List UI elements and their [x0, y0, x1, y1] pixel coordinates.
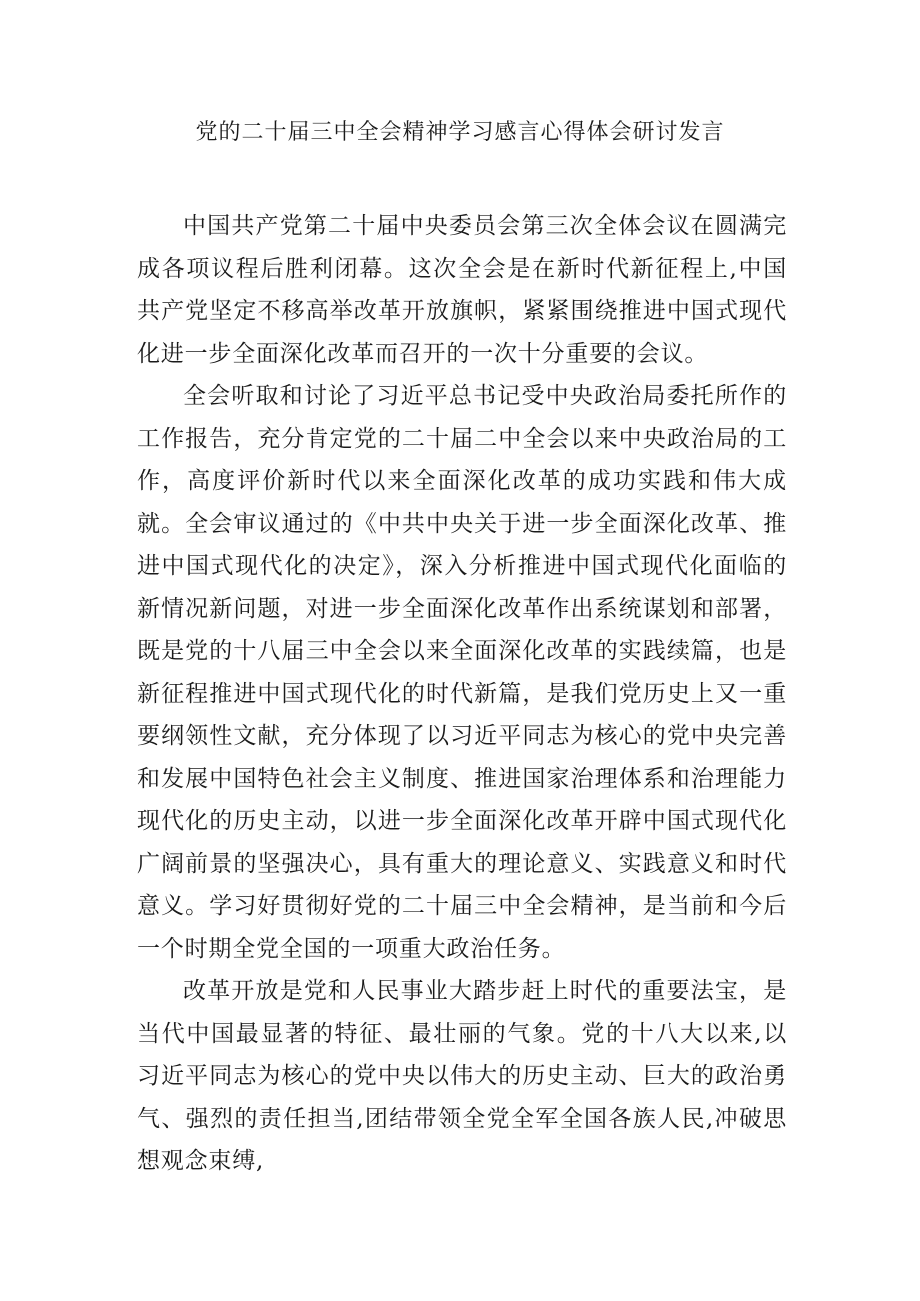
paragraph-1: 中国共产党第二十届中央委员会第三次全体会议在圆满完成各项议程后胜利闭幕。这次全会是在新时代新征程上,中国共产党坚定不移高举改革开放旗帜，紧紧围绕推进中国式现代化进一步全面深化改革而召开的一次十分重要的会议。 — [137, 213, 787, 367]
document-title: 党的二十届三中全会精神学习感言心得体会研讨发言 — [195, 120, 725, 145]
paragraph-3: 改革开放是党和人民事业大踏步赶上时代的重要法宝，是当代中国最显著的特征、最壮丽的气象。党的十八大以来,以习近平同志为核心的党中央以伟大的历史主动、巨大的政治勇气、强烈的责任担当,团结带领全党全军全国各族人民,冲破思想观念束缚, — [137, 978, 787, 1174]
paragraph-2: 全会听取和讨论了习近平总书记受中央政治局委托所作的工作报告，充分肯定党的二十届二中全会以来中央政治局的工作，高度评价新时代以来全面深化改革的成功实践和伟大成就。全会审议通过的《中共中央关于进一步全面深化改革、推进中国式现代化的决定》，深入分析推进中国式现代化面临的新情况新问题，对进一步全面深化改革作出系统谋划和部署，既是党的十八届三中全会以来全面深化改革的实践续篇，也是新征程推进中国式现代化的时代新篇，是我们党历史上又一重要纲领性文献，充分体现了以习近平同志为核心的党中央完善和发展中国特色社会主义制度、推进国家治理体系和治理能力现代化的历史主动，以进一步全面深化改革开辟中国式现代化广阔前景的坚强决心，具有重大的理论意义、实践意义和时代意义。学习好贯彻好党的二十届三中全会精神，是当前和今后一个时期全党全国的一项重大政治任务。 — [137, 383, 787, 962]
document-body — [137, 205, 787, 1183]
